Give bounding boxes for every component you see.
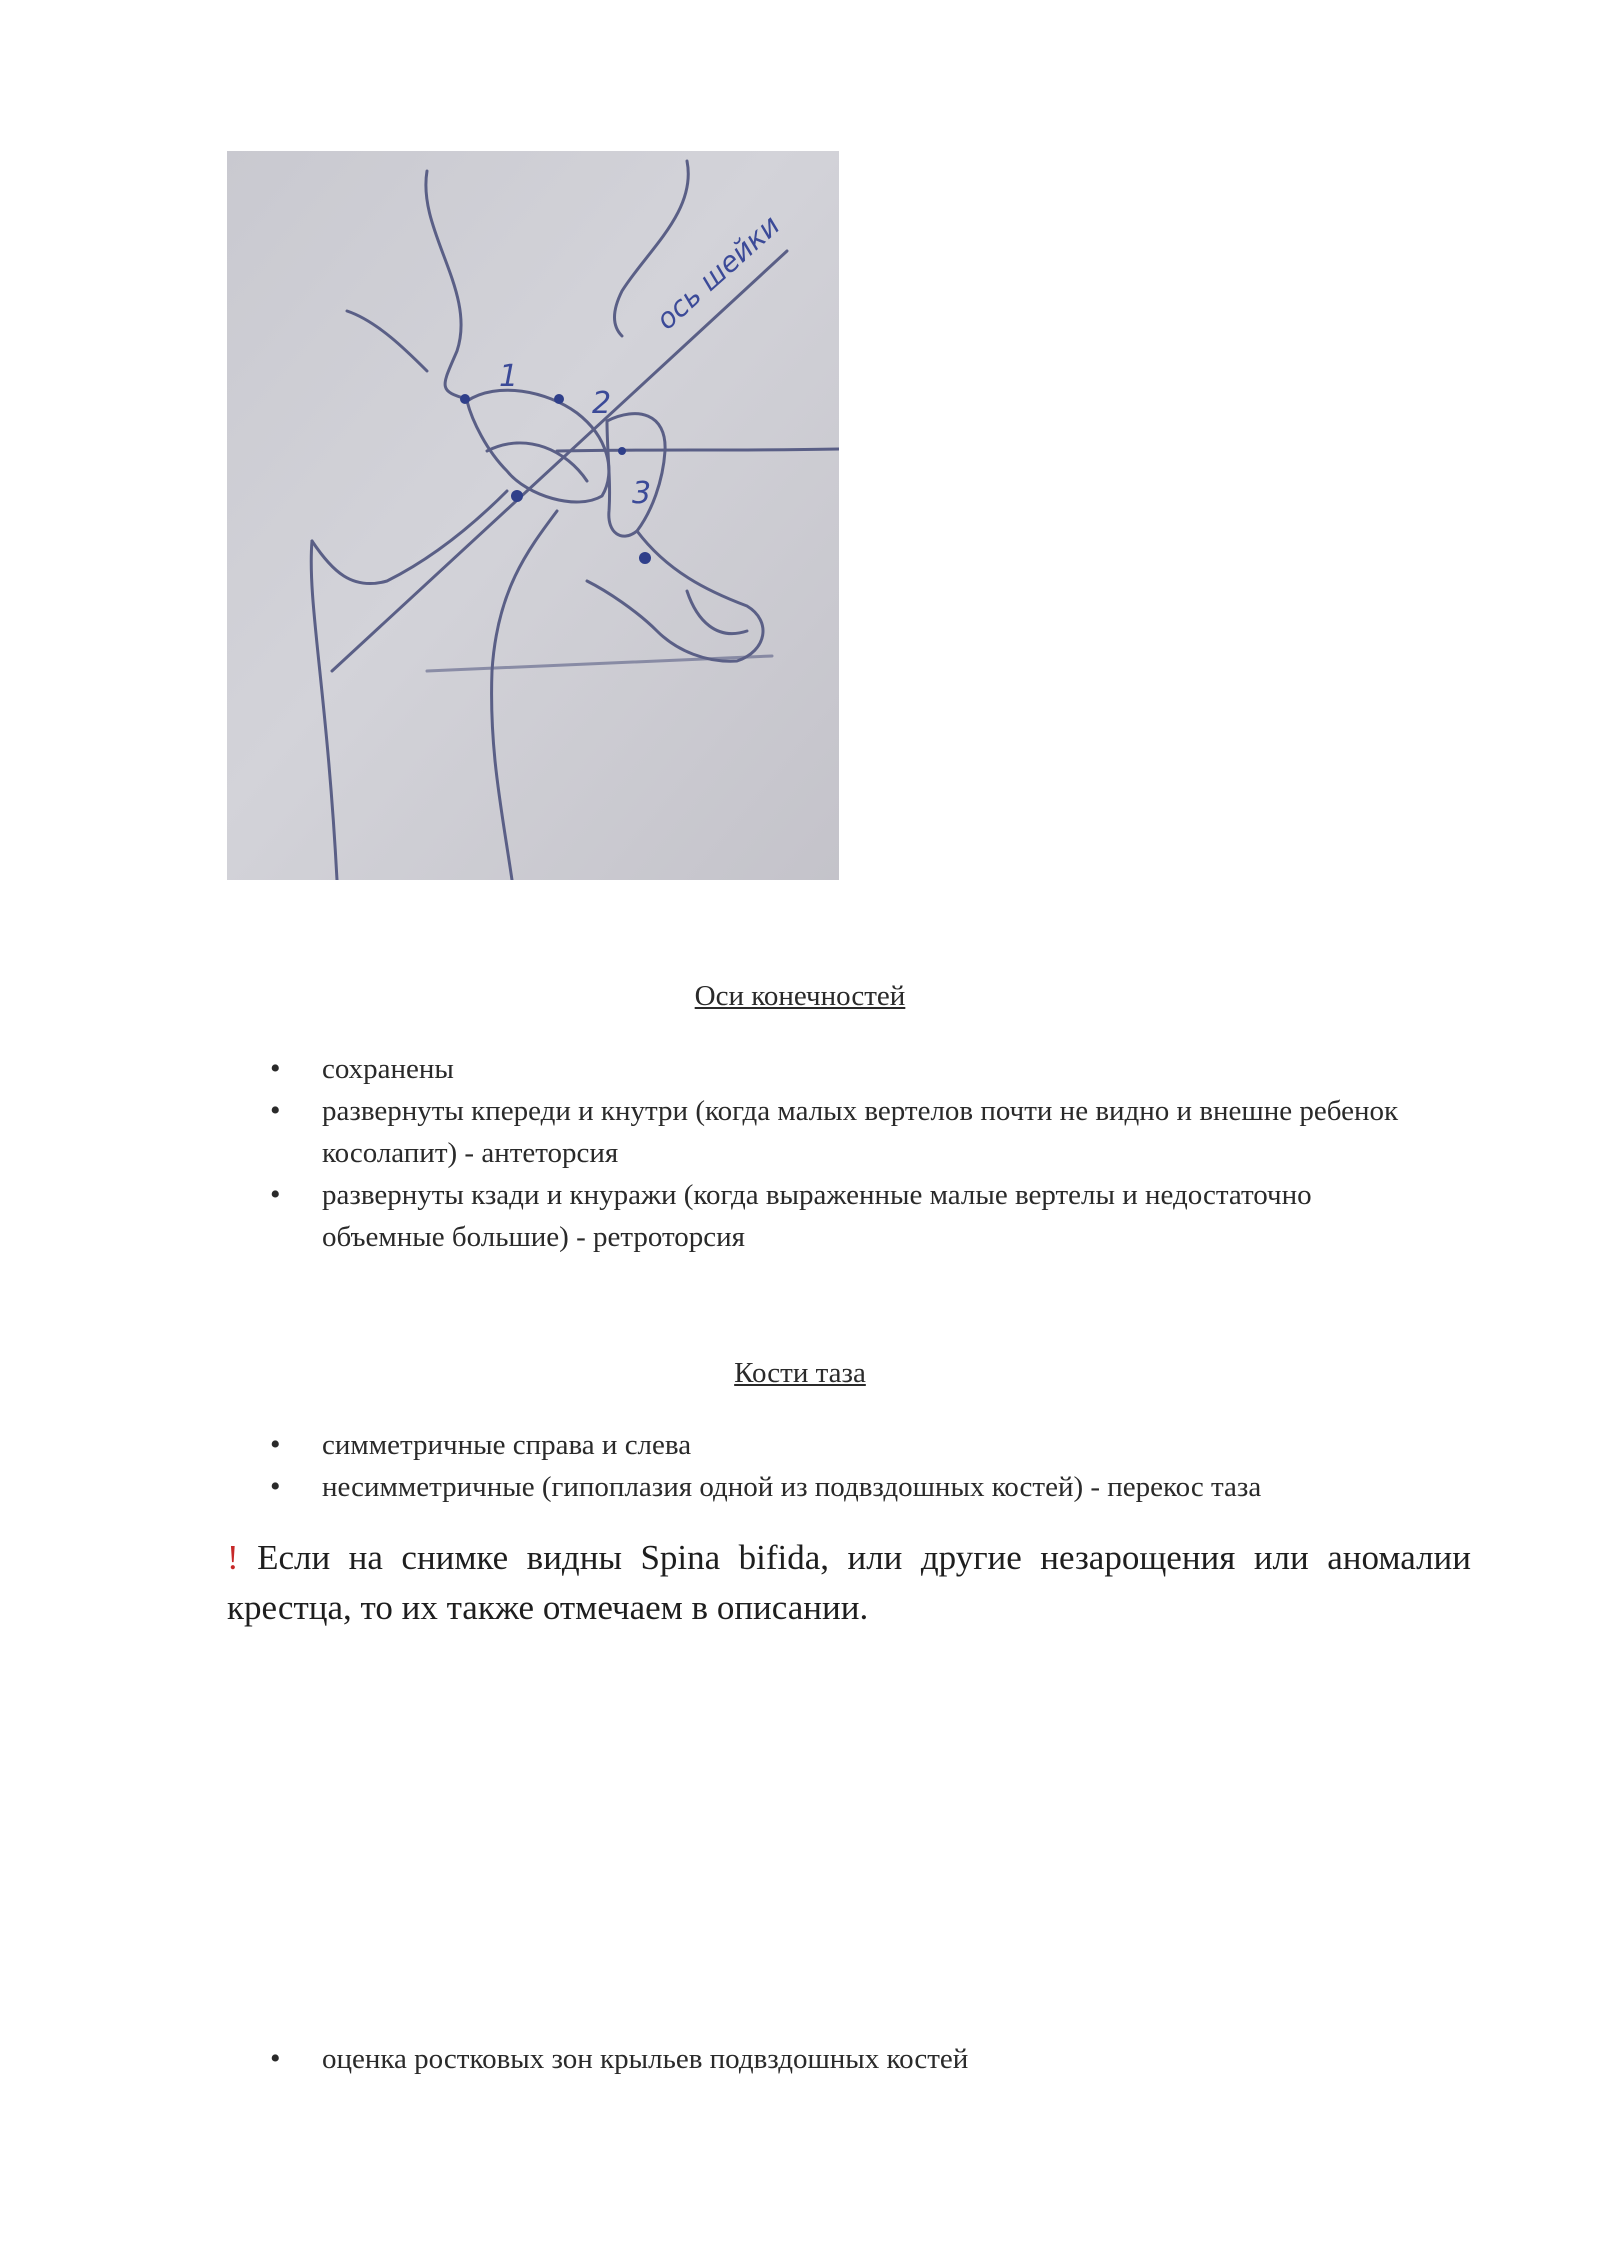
exclamation-mark: ! <box>227 1538 239 1577</box>
handwritten-label-1: 1 <box>499 359 519 394</box>
list-item: • развернуты кпереди и кнутри (когда малых вертелов почти не видно и внешне ребенок косолапит) - антеторсия <box>270 1090 1440 1174</box>
hip-sketch-photo <box>227 151 839 880</box>
list-item: • несимметричные (гипоплазия одной из подвздошных костей) - перекос таза <box>270 1466 1440 1508</box>
section-heading-axes: Оси конечностей <box>694 980 906 1012</box>
pelvis-list <box>270 1424 1440 1508</box>
list-item: • развернуты кзади и кнуражи (когда выраженные малые вертелы и недостаточно объемные большие) - ретроторсия <box>270 1174 1440 1258</box>
list-item: • оценка ростковых зон крыльев подвздошных костей <box>270 2038 1440 2080</box>
section-heading-pelvis: Кости таза <box>734 1357 866 1389</box>
bottom-list <box>270 2038 1440 2080</box>
list-item: • симметричные справа и слева <box>270 1424 1440 1466</box>
handwritten-label-2: 2 <box>592 386 612 421</box>
note-text: Если на снимке видны Spina bifida, или другие незарощения или аномалии крестца, то их также отмечаем в описании. <box>227 1538 1471 1627</box>
handwritten-label-3: 3 <box>632 476 652 511</box>
handwritten-axis-label: ось шейки <box>649 208 787 337</box>
list-item: • сохранены <box>270 1048 1440 1090</box>
axes-list <box>270 1048 1440 1258</box>
warning-note <box>227 1533 1471 1633</box>
